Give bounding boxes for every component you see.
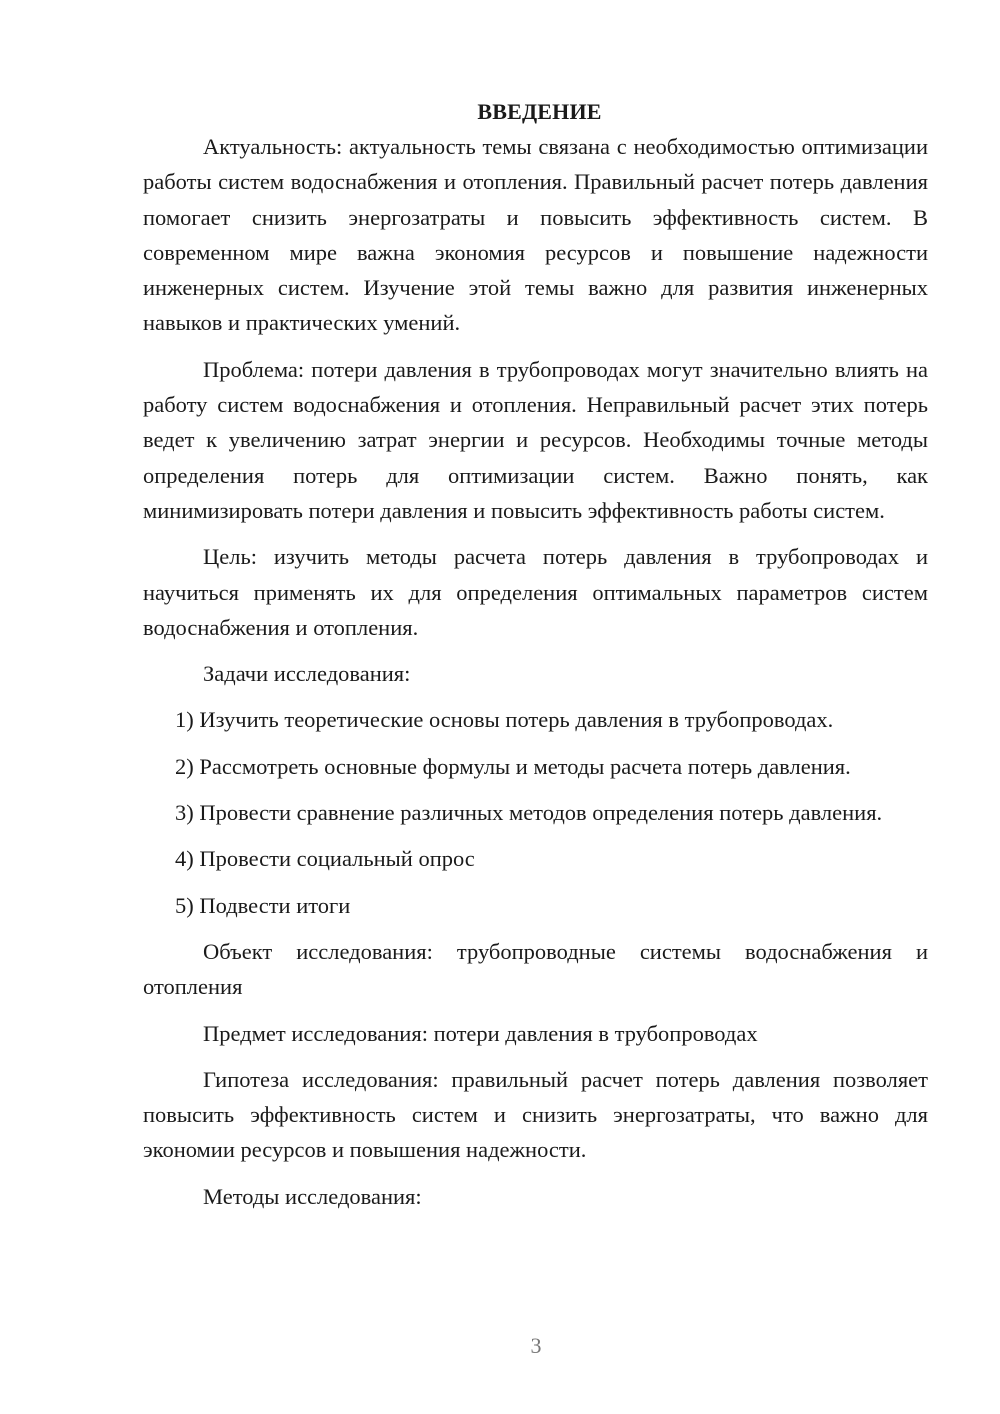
- task-item-4: 4) Провести социальный опрос: [175, 846, 475, 872]
- task-item-5: 5) Подвести итоги: [175, 892, 351, 918]
- document-page: [143, 94, 928, 1225]
- paragraph-methods: Методы исследования:: [203, 1183, 422, 1209]
- task-item-1: 1) Изучить теоретические основы потерь давления в трубопроводах.: [175, 707, 834, 733]
- section-title: ВВЕДЕНИЕ: [477, 99, 602, 124]
- paragraph-goal: Цель: изучить методы расчета потерь давления в трубопроводах и научиться применять их для определения оптимальных параметров систем водоснабжения и отопления.: [143, 544, 928, 640]
- page-number: 3: [530, 1333, 542, 1358]
- task-item-3: 3) Провести сравнение различных методов определения потерь давления.: [175, 800, 883, 826]
- task-item-2: 2) Рассмотреть основные формулы и методы расчета потерь давления.: [175, 753, 851, 779]
- tasks-heading: Задачи исследования:: [203, 661, 411, 687]
- paragraph-problem: Проблема: потери давления в трубопроводах могут значительно влиять на работу систем водоснабжения и отопления. Неправильный расчет этих потерь ведет к увеличению затрат энергии и ресурсов. Необходимы точные методы определения потерь для оптимизации систем. Важно понять, как минимизировать потери давления и повысить эффективность работы систем.: [143, 356, 928, 523]
- paragraph-hypothesis: Гипотеза исследования: правильный расчет потерь давления позволяет повысить эффективность систем и снизить энергозатраты, что важно для экономии ресурсов и повышения надежности.: [143, 1066, 928, 1163]
- paragraph-subject: Предмет исследования: потери давления в трубопроводах: [203, 1020, 758, 1046]
- paragraph-object: Объект исследования: трубопроводные системы водоснабжения и отопления: [143, 938, 928, 1000]
- paragraph-relevance: Актуальность: актуальность темы связана с необходимостью оптимизации работы систем водоснабжения и отопления. Правильный расчет потерь давления помогает снизить энергозатраты и повысить эффективность систем. В современном мире важна экономия ресурсов и повышение надежности инженерных систем. Изучение этой темы важно для развития инженерных навыков и практических умений.: [143, 134, 928, 336]
